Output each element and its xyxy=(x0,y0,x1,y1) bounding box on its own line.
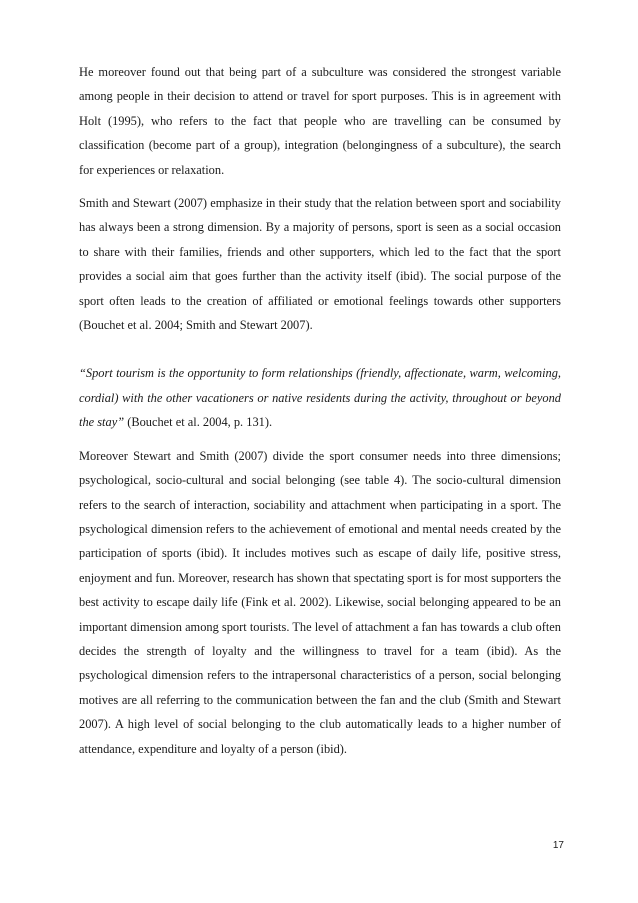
quote-text: “Sport tourism is the opportunity to form relationships (friendly, affectionate, warm, welcoming, cordial) with the other vacationers or native residents during the activity, throughout or beyond the stay” xyxy=(79,366,561,430)
quote-citation: (Bouchet et al. 2004, p. 131). xyxy=(124,415,273,430)
paragraph-subculture: He moreover found out that being part of a subculture was considered the strongest variable among people in their decision to attend or travel for sport purposes. This is in agreement with Holt (1995), who refers to the fact that people who are travelling can be consumed by classification (become part of a group), integration (belongingness of a subculture), the search for experiences or relaxation. xyxy=(79,65,561,177)
block-quote xyxy=(79,361,561,434)
paragraph-sociability: Smith and Stewart (2007) emphasize in their study that the relation between sport and sociability has always been a strong dimension. By a majority of persons, sport is seen as a social occasion to share with their families, friends and other supporters, which led to the fact that the sport provides a social aim that goes further than the activity itself (ibid). The social purpose of the sport often leads to the creation of affiliated or emotional feelings towards other supporters (Bouchet et al. 2004; Smith and Stewart 2007). xyxy=(79,196,561,333)
page-number: 17 xyxy=(552,840,564,851)
paragraph-consumer-needs: Moreover Stewart and Smith (2007) divide the sport consumer needs into three dimensions; psychological, socio-cultural and social belonging (see table 4). The socio-cultural dimension refers to the search of interaction, sociability and attachment when participating in a sport. The psychological dimension refers to the achievement of emotional and mental needs created by the participation of sports (ibid). It includes motives such as escape of daily life, positive stress, enjoyment and fun. Moreover, research has shown that spectating sport is for most supporters the best activity to escape daily life (Fink et al. 2002). Likewise, social belonging appeared to be an important dimension among sport tourists. The level of attachment a fan has towards a club often decides the strength of loyalty and the willingness to travel for a team (ibid). As the psychological dimension refers to the intrapersonal characteristics of a person, social belonging motives are all referring to the communication between the fan and the club (Smith and Stewart 2007). A high level of social belonging to the club automatically leads to a higher number of attendance, expenditure and loyalty of a person (ibid). xyxy=(79,448,561,756)
document-page xyxy=(79,60,561,761)
